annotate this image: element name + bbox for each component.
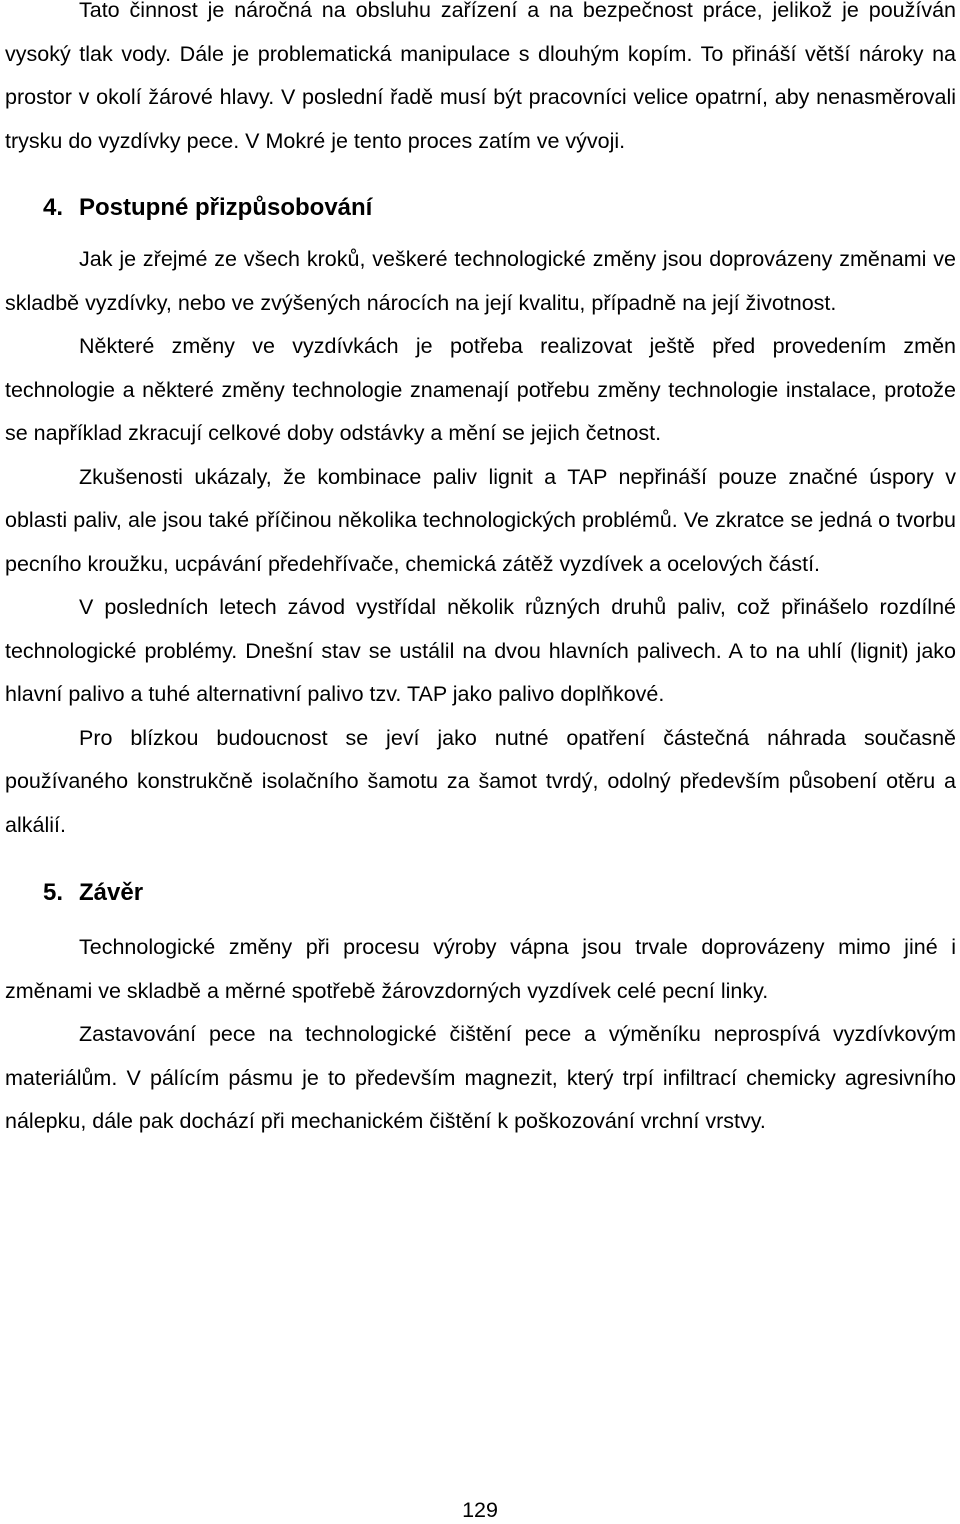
section-4-paragraph-1: Jak je zřejmé ze všech kroků, veškeré technologické změny jsou doprovázeny změnami ve skladbě vyzdívky, nebo ve zvýšených nárocích na její kvalitu, případně na její životnost. [5, 247, 956, 315]
section-4-paragraph-2: Některé změny ve vyzdívkách je potřeba realizovat ještě před provedením změn technologie a některé změny technologie znamenají potřebu změny technologie instalace, protože se například zkracují celkové doby odstávky a mění se jejich četnost. [5, 334, 956, 445]
section-5-paragraph-2: Zastavování pece na technologické čištění pece a výměníku neprospívá vyzdívkovým materiálům. V pálícím pásmu je to především magnezit, který trpí infiltrací chemicky agresivního nálepku, dále pak dochází při mechanickém čištění k poškozování vrchní vrstvy. [5, 1022, 956, 1133]
section-4-title: Postupné přizpůsobování [79, 194, 373, 221]
page-number: 129 [462, 1498, 498, 1522]
section-5-heading [5, 873, 956, 913]
section-4-heading [5, 188, 956, 228]
intro-paragraph: Tato činnost je náročná na obsluhu zařízení a na bezpečnost práce, jelikož je používán vysoký tlak vody. Dále je problematická manipulace s dlouhým kopím. To přináší větší nároky na prostor v okolí žárové hlavy. V poslední řadě musí být pracovníci velice opatrní, aby nenasměrovali trysku do vyzdívky pece. V Mokré je tento proces zatím ve vývoji. [5, 0, 956, 153]
section-4-number: 4. [43, 194, 64, 221]
section-5-title: Závěr [79, 879, 144, 906]
section-5-number: 5. [43, 879, 64, 906]
section-4-paragraph-4: V posledních letech závod vystřídal několik různých druhů paliv, což přinášelo rozdílné technologické problémy. Dnešní stav se ustálil na dvou hlavních palivech. A to na uhlí (lignit) jako hlavní palivo a tuhé alternativní palivo tzv. TAP jako palivo doplňkové. [5, 595, 956, 706]
document-page [5, 0, 956, 1144]
section-5-paragraph-1: Technologické změny při procesu výroby vápna jsou trvale doprovázeny mimo jiné i změnami ve skladbě a měrné spotřebě žárovzdorných vyzdívek celé pecní linky. [5, 935, 956, 1003]
section-4-paragraph-3: Zkušenosti ukázaly, že kombinace paliv lignit a TAP nepřináší pouze značné úspory v oblasti paliv, ale jsou také příčinou několika technologických problémů. Ve zkratce se jedná o tvorbu pecního kroužku, ucpávání předehřívače, chemická zátěž vyzdívek a ocelových částí. [5, 464, 956, 576]
section-4-paragraph-5: Pro blízkou budoucnost se jeví jako nutné opatření částečná náhrada současně používaného konstrukčně isolačního šamotu za šamot tvrdý, odolný především působení otěru a alkálií. [5, 725, 956, 837]
